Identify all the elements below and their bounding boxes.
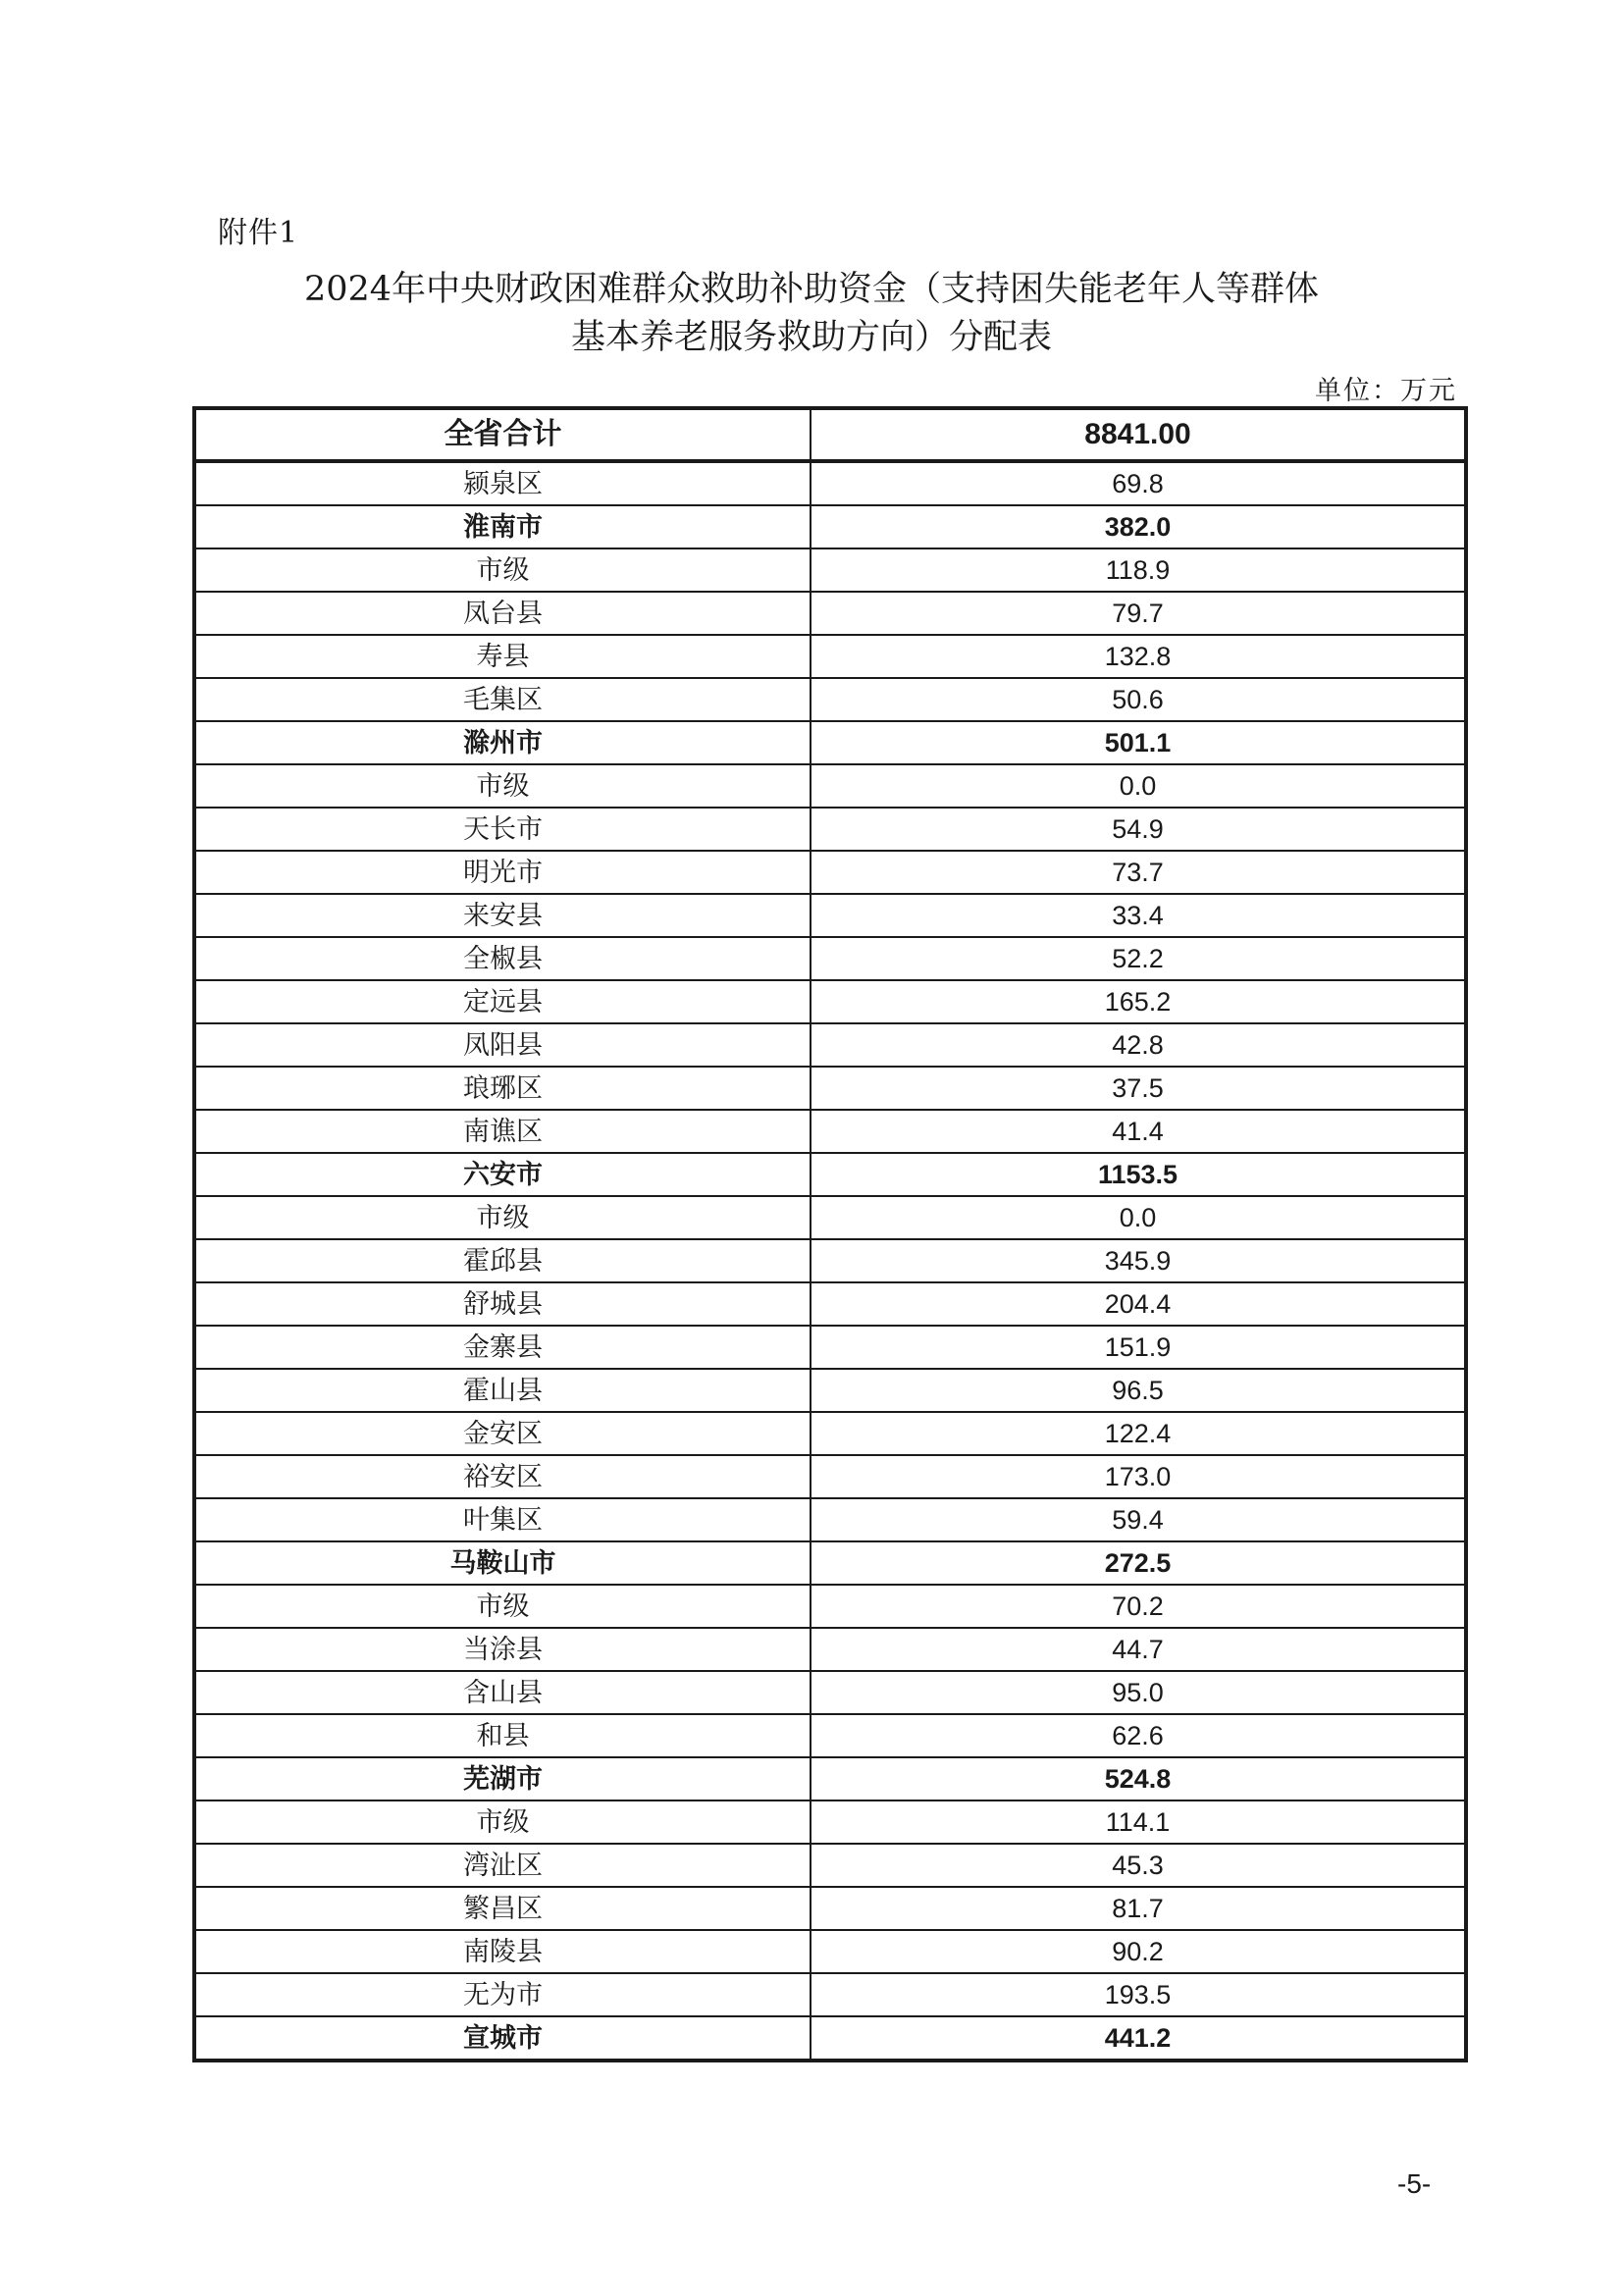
row-name: 和县 — [194, 1714, 811, 1757]
row-name: 宣城市 — [194, 2016, 811, 2061]
row-value: 33.4 — [811, 894, 1466, 937]
row-name: 市级 — [194, 1800, 811, 1844]
table-row — [194, 1671, 1466, 1714]
row-value: 73.7 — [811, 851, 1466, 894]
row-name: 繁昌区 — [194, 1887, 811, 1930]
table-row — [194, 1455, 1466, 1498]
row-value: 42.8 — [811, 1023, 1466, 1067]
row-name: 琅琊区 — [194, 1067, 811, 1110]
row-name: 明光市 — [194, 851, 811, 894]
row-value: 122.4 — [811, 1412, 1466, 1455]
table-row — [194, 1412, 1466, 1455]
row-name: 马鞍山市 — [194, 1541, 811, 1585]
row-value: 59.4 — [811, 1498, 1466, 1541]
table-row — [194, 851, 1466, 894]
row-value: 151.9 — [811, 1326, 1466, 1369]
row-value: 204.4 — [811, 1282, 1466, 1326]
table-row — [194, 1628, 1466, 1671]
table-row-city — [194, 2016, 1466, 2061]
table-row — [194, 461, 1466, 505]
row-name: 全椒县 — [194, 937, 811, 980]
table-row-city — [194, 1541, 1466, 1585]
row-name: 含山县 — [194, 1671, 811, 1714]
row-value: 1153.5 — [811, 1153, 1466, 1196]
table-row — [194, 980, 1466, 1023]
row-name: 霍山县 — [194, 1369, 811, 1412]
table-row — [194, 808, 1466, 851]
row-value: 272.5 — [811, 1541, 1466, 1585]
row-name: 叶集区 — [194, 1498, 811, 1541]
table-row-city — [194, 1153, 1466, 1196]
row-name: 芜湖市 — [194, 1757, 811, 1800]
row-value: 95.0 — [811, 1671, 1466, 1714]
table-row — [194, 1930, 1466, 1973]
table-row-city — [194, 1757, 1466, 1800]
table-row — [194, 635, 1466, 678]
row-name: 天长市 — [194, 808, 811, 851]
row-name: 市级 — [194, 1196, 811, 1239]
table-row — [194, 1326, 1466, 1369]
row-name: 南陵县 — [194, 1930, 811, 1973]
table-row — [194, 1369, 1466, 1412]
table-row — [194, 1239, 1466, 1282]
row-name: 凤台县 — [194, 592, 811, 635]
row-value: 0.0 — [811, 764, 1466, 808]
row-value: 44.7 — [811, 1628, 1466, 1671]
row-name: 颍泉区 — [194, 461, 811, 505]
table-row — [194, 1973, 1466, 2016]
table-row — [194, 1844, 1466, 1887]
table-row — [194, 592, 1466, 635]
allocation-table — [192, 406, 1468, 2062]
table-row — [194, 1887, 1466, 1930]
table-row — [194, 1110, 1466, 1153]
table-row-city — [194, 721, 1466, 764]
row-name: 凤阳县 — [194, 1023, 811, 1067]
table-row — [194, 1282, 1466, 1326]
row-name: 裕安区 — [194, 1455, 811, 1498]
row-value: 165.2 — [811, 980, 1466, 1023]
row-name: 南谯区 — [194, 1110, 811, 1153]
row-name: 来安县 — [194, 894, 811, 937]
table-row — [194, 1196, 1466, 1239]
attachment-label: 附件1 — [218, 216, 299, 250]
row-value: 8841.00 — [811, 408, 1466, 461]
row-name: 湾沚区 — [194, 1844, 811, 1887]
table-row — [194, 1714, 1466, 1757]
table-row-city — [194, 505, 1466, 548]
row-value: 118.9 — [811, 548, 1466, 592]
row-value: 50.6 — [811, 678, 1466, 721]
row-value: 96.5 — [811, 1369, 1466, 1412]
row-value: 79.7 — [811, 592, 1466, 635]
row-value: 345.9 — [811, 1239, 1466, 1282]
row-name: 无为市 — [194, 1973, 811, 2016]
row-value: 0.0 — [811, 1196, 1466, 1239]
row-value: 90.2 — [811, 1930, 1466, 1973]
row-value: 41.4 — [811, 1110, 1466, 1153]
table-row — [194, 894, 1466, 937]
row-name: 毛集区 — [194, 678, 811, 721]
row-value: 70.2 — [811, 1585, 1466, 1628]
row-value: 501.1 — [811, 721, 1466, 764]
document-title-line-1: 2024年中央财政困难群众救助补助资金（支持困失能老年人等群体 — [303, 270, 1320, 309]
row-name: 滁州市 — [194, 721, 811, 764]
table-row — [194, 1023, 1466, 1067]
row-name: 霍邱县 — [194, 1239, 811, 1282]
page-number: -5- — [1397, 2168, 1432, 2199]
row-name: 市级 — [194, 548, 811, 592]
row-name: 全省合计 — [194, 408, 811, 461]
table-row — [194, 1067, 1466, 1110]
table-row-total — [194, 408, 1466, 461]
table-row — [194, 937, 1466, 980]
row-value: 382.0 — [811, 505, 1466, 548]
row-value: 52.2 — [811, 937, 1466, 980]
row-value: 132.8 — [811, 635, 1466, 678]
row-name: 六安市 — [194, 1153, 811, 1196]
row-name: 市级 — [194, 764, 811, 808]
row-name: 寿县 — [194, 635, 811, 678]
table-row — [194, 1498, 1466, 1541]
row-value: 54.9 — [811, 808, 1466, 851]
row-value: 524.8 — [811, 1757, 1466, 1800]
row-value: 193.5 — [811, 1973, 1466, 2016]
table-row — [194, 1800, 1466, 1844]
row-name: 淮南市 — [194, 505, 811, 548]
row-value: 81.7 — [811, 1887, 1466, 1930]
row-value: 173.0 — [811, 1455, 1466, 1498]
row-name: 舒城县 — [194, 1282, 811, 1326]
row-value: 45.3 — [811, 1844, 1466, 1887]
row-name: 当涂县 — [194, 1628, 811, 1671]
row-value: 69.8 — [811, 461, 1466, 505]
row-value: 441.2 — [811, 2016, 1466, 2061]
table-row — [194, 764, 1466, 808]
row-value: 114.1 — [811, 1800, 1466, 1844]
row-name: 定远县 — [194, 980, 811, 1023]
row-value: 62.6 — [811, 1714, 1466, 1757]
row-name: 市级 — [194, 1585, 811, 1628]
table-row — [194, 678, 1466, 721]
unit-label: 单位：万元 — [1315, 376, 1457, 406]
table-row — [194, 1585, 1466, 1628]
row-value: 37.5 — [811, 1067, 1466, 1110]
row-name: 金安区 — [194, 1412, 811, 1455]
table-row — [194, 548, 1466, 592]
row-name: 金寨县 — [194, 1326, 811, 1369]
document-title-line-2: 基本养老服务救助方向）分配表 — [570, 318, 1052, 357]
